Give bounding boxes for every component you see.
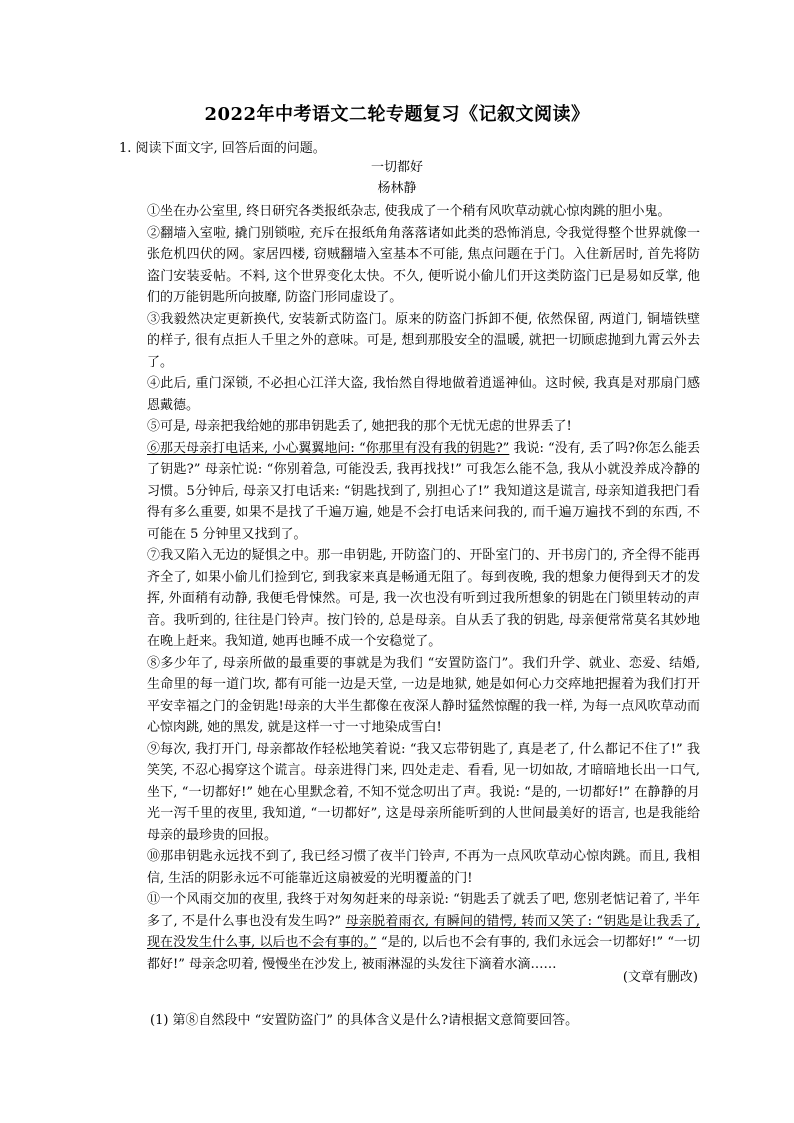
underlined-text: ⑥那天母亲打电话来, 小心翼翼地问: “你那里有没有我的钥匙?” xyxy=(147,440,510,456)
paragraph-text: ③我毅然决定更新换代, 安装新式防盗门。原来的防盗门拆卸不便, 依然保留, 两道门, 铜墙铁壁的样子, 很有点拒人千里之外的意味。可是, 想到那股安全的温暖, 就把一切顾虑抛到九霄云外去了。 xyxy=(147,311,700,370)
article-paragraph xyxy=(147,309,700,374)
paragraph-text: ④此后, 重门深锁, 不必担心江洋大盗, 我怡然自得地做着逍遥神仙。这时候, 我真是对那扇门感恩戴德。 xyxy=(147,376,700,413)
paragraph-text: ⑧多少年了, 母亲所做的最重要的事就是为我们 “安置防盗门”。我们升学、就业、恋爱、结婚, 生命里的每一道门坎, 都有可能一边是天堂, 一边是地狱, 她是如何心力交瘁地把握着为我们打开平安幸福之门的金钥匙!母亲的大半生都像在夜深人静时猛然惊醒的我一样, 为每一点风吹草动而心惊肉跳, 她的黑发, 就是这样一寸一寸地染成雪白! xyxy=(147,655,700,735)
paragraph-text: “是的, 以后也不会有事的, 我们永远会一切都好!” “一切都好!” 母亲念叨着, 慢慢坐在沙发上, 被雨淋湿的头发往下滴着水滴…… xyxy=(147,935,700,972)
article-paragraph xyxy=(147,416,700,438)
article-paragraph xyxy=(147,373,700,416)
paragraph-text: ⑩那串钥匙永远找不到了, 我已经习惯了夜半门铃声, 不再为一点风吹草动心惊肉跳。而且, 我相信, 生活的阴影永远不可能靠近这扇被爱的光明覆盖的门! xyxy=(147,849,700,886)
paragraph-text: ⑨每次, 我打开门, 母亲都故作轻松地笑着说: “我又忘带钥匙了, 真是老了, 什么都记不住了!” 我笑笑, 不忍心揭穿这个谎言。母亲进得门来, 四处走走、看看, 见一切如故, 才暗暗地长出一口气, 坐下, “一切都好!” 她在心里默念着, 不知不觉念叨出了声。我说: “是的, 一切都好!” 在静静的月光一泻千里的夜里, 我知道, “一切都好”, 这是母亲所能听到的人世间最美好的语言, 也是我能给母亲的最珍贵的回报。 xyxy=(147,741,700,843)
article-author: 杨林静 xyxy=(377,181,417,196)
paragraph-text: ②翻墙入室啦, 撬门别锁啦, 充斥在报纸角角落落诸如此类的恐怖消息, 令我觉得整个世界就像一张危机四伏的网。家居四楼, 窃贼翻墙入室基本不可能, 焦点问题在于门。入住新居时, 首先将防盗门安装妥帖。不料, 这个世界变化太快。不久, 便听说小偷儿们开这类防盗门已是易如反掌, 他们的万能钥匙所向披靡, 防盗门形同虚设了。 xyxy=(147,225,700,305)
page-title: 2022年中考语文二轮专题复习《记叙文阅读》 xyxy=(204,104,590,125)
article-paragraph xyxy=(147,846,700,889)
underlined-text: 母亲脱着雨衣, 有瞬间的错愕, 转而又笑了: “钥匙是让我丢了, 现在没发生什么事, 以后也不会有事的。” xyxy=(147,913,700,950)
article-paragraph xyxy=(147,739,700,847)
article-paragraph xyxy=(147,889,700,975)
paragraph-text: ①坐在办公室里, 终日研究各类报纸杂志, 使我成了一个稍有风吹草动就心惊肉跳的胆小鬼。 xyxy=(147,204,671,219)
paragraph-text: 我说: “没有, 丢了吗?你怎么能丢了钥匙?” 母亲忙说: “你别着急, 可能没丢, 我再找找!” 可我怎么能不急, 我从小就没养成冷静的习惯。5分钟后, 母亲又打电话来: “钥匙找到了, 别担心了!” 我知道这是谎言, 母亲知道我把门看得有多么重要, 如果不是找了千遍万遍, 她是不会打电话来问我的, 而千遍万遍找不到的东西, 不可能在 5 分钟里又找到了。 xyxy=(147,440,700,542)
source-note: (文章有删改) xyxy=(622,970,698,985)
article-paragraph xyxy=(147,223,700,309)
paragraph-text: ⑤可是, 母亲把我给她的那串钥匙丢了, 她把我的那个无忧无虑的世界丢了! xyxy=(147,419,572,434)
article-paragraph xyxy=(147,201,700,223)
sub-question: (1) 第⑧自然段中 “安置防盗门” 的具体含义是什么?请根据文意简要回答。 xyxy=(150,1013,579,1028)
article-body xyxy=(147,201,700,975)
paragraph-text: ⑪一个风雨交加的夜里, 我终于对匆匆赶来的母亲说: “钥匙丢了就丢了吧, 您别老惦记着了, 半年多了, 不是什么事也没有发生吗?” xyxy=(147,892,700,929)
article-paragraph xyxy=(147,653,700,739)
paragraph-text: ⑦我又陷入无边的疑惧之中。那一串钥匙, 开防盗门的、开卧室门的、开书房门的, 齐全得不能再齐全了, 如果小偷儿们捡到它, 到我家来真是畅通无阻了。每到夜晚, 我的想象力便得到天才的发挥, 外面稍有动静, 我便毛骨悚然。可是, 我一次也没有听到过我所想象的钥匙在门锁里转动的声音。我听到的, 往往是门铃声。按门铃的, 总是母亲。自从丢了我的钥匙, 母亲便常常莫名其妙地在晚上赶来。我知道, 她再也睡不成一个安稳觉了。 xyxy=(147,548,700,649)
article-title: 一切都好 xyxy=(370,160,423,175)
question-intro: 1. 阅读下面文字, 回答后面的问题。 xyxy=(119,141,326,156)
article-paragraph xyxy=(147,438,700,546)
article-paragraph xyxy=(147,545,700,653)
